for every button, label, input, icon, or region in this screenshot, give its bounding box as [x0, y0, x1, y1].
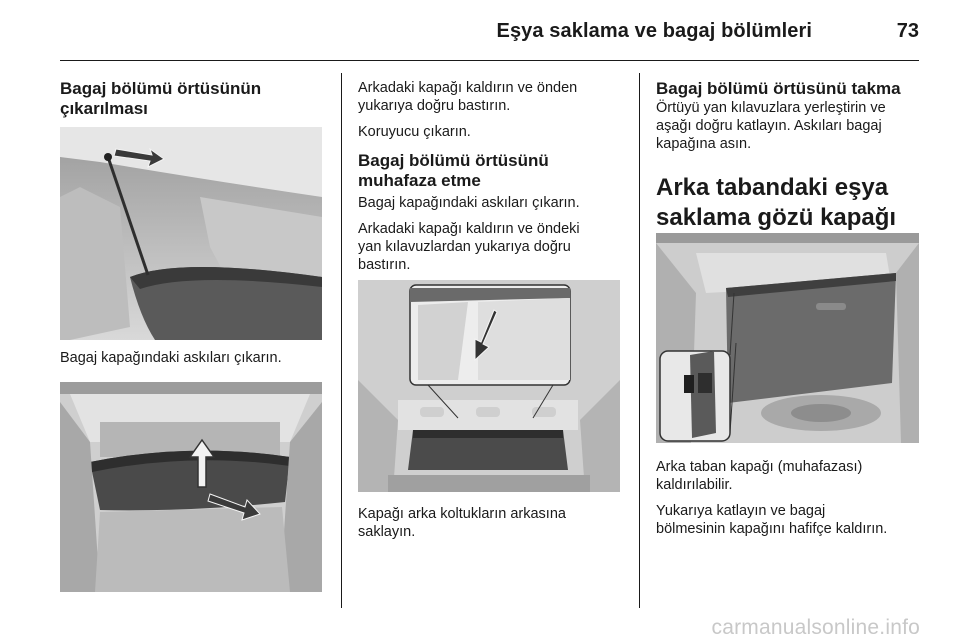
figure-caption: saklayın. — [358, 524, 416, 540]
page-number: 73 — [896, 20, 919, 42]
figure-caption: Kapağı arka koltukların arkasına — [358, 506, 566, 522]
figure-cover-removal-arrows — [60, 382, 322, 592]
section-heading-remove-cover — [60, 79, 330, 119]
instruction-text: Bagaj kapağındaki askıları çıkarın. — [358, 195, 580, 211]
instruction-text: yan kılavuzlardan yukarıya doğru — [358, 239, 571, 255]
heading-line: saklama gözü kapağı — [656, 204, 897, 231]
instruction-text: yukarıya doğru bastırın. — [358, 98, 511, 114]
watermark-text: carmanualsonline.info — [711, 616, 920, 639]
instruction-text: Arkadaki kapağı kaldırın ve önden — [358, 80, 578, 96]
instruction-text: bastırın. — [358, 257, 411, 273]
instruction-text: Örtüyü yan kılavuzlara yerleştirin ve — [656, 100, 886, 116]
section-heading-fit-cover: Bagaj bölümü örtüsünü takma — [656, 79, 901, 98]
figure-cover-behind-seats — [358, 280, 620, 492]
instruction-text: Yukarıya katlayın ve bagaj — [656, 503, 826, 519]
section-heading-floor-storage — [656, 173, 926, 233]
instruction-text: Arkadaki kapağı kaldırın ve öndeki — [358, 221, 580, 237]
instruction-text: Arka taban kapağı (muhafazası) — [656, 459, 863, 475]
figure-tailgate-cover-strap — [60, 127, 322, 340]
instruction-text: kapağına asın. — [656, 136, 752, 152]
heading-line: muhafaza etme — [358, 171, 481, 190]
header-rule — [60, 60, 919, 61]
heading-line: çıkarılması — [60, 99, 148, 118]
running-header-title: Eşya saklama ve bagaj bölümleri — [496, 20, 812, 42]
heading-line: Arka tabandaki eşya — [656, 174, 889, 201]
instruction-text: Koruyucu çıkarın. — [358, 124, 471, 140]
instruction-text: aşağı doğru katlayın. Askıları bagaj — [656, 118, 882, 134]
instruction-text: bölmesinin kapağını hafifçe kaldırın. — [656, 521, 888, 537]
section-heading-store-cover — [358, 151, 628, 191]
column-divider-1 — [341, 73, 342, 608]
heading-line: Bagaj bölümü örtüsünü — [358, 151, 549, 170]
heading-line: Bagaj bölümü örtüsünün — [60, 79, 262, 98]
instruction-text: kaldırılabilir. — [656, 477, 733, 493]
figure-caption: Bagaj kapağındaki askıları çıkarın. — [60, 350, 282, 366]
figure-floor-storage-cover — [656, 233, 919, 443]
column-divider-2 — [639, 73, 640, 608]
